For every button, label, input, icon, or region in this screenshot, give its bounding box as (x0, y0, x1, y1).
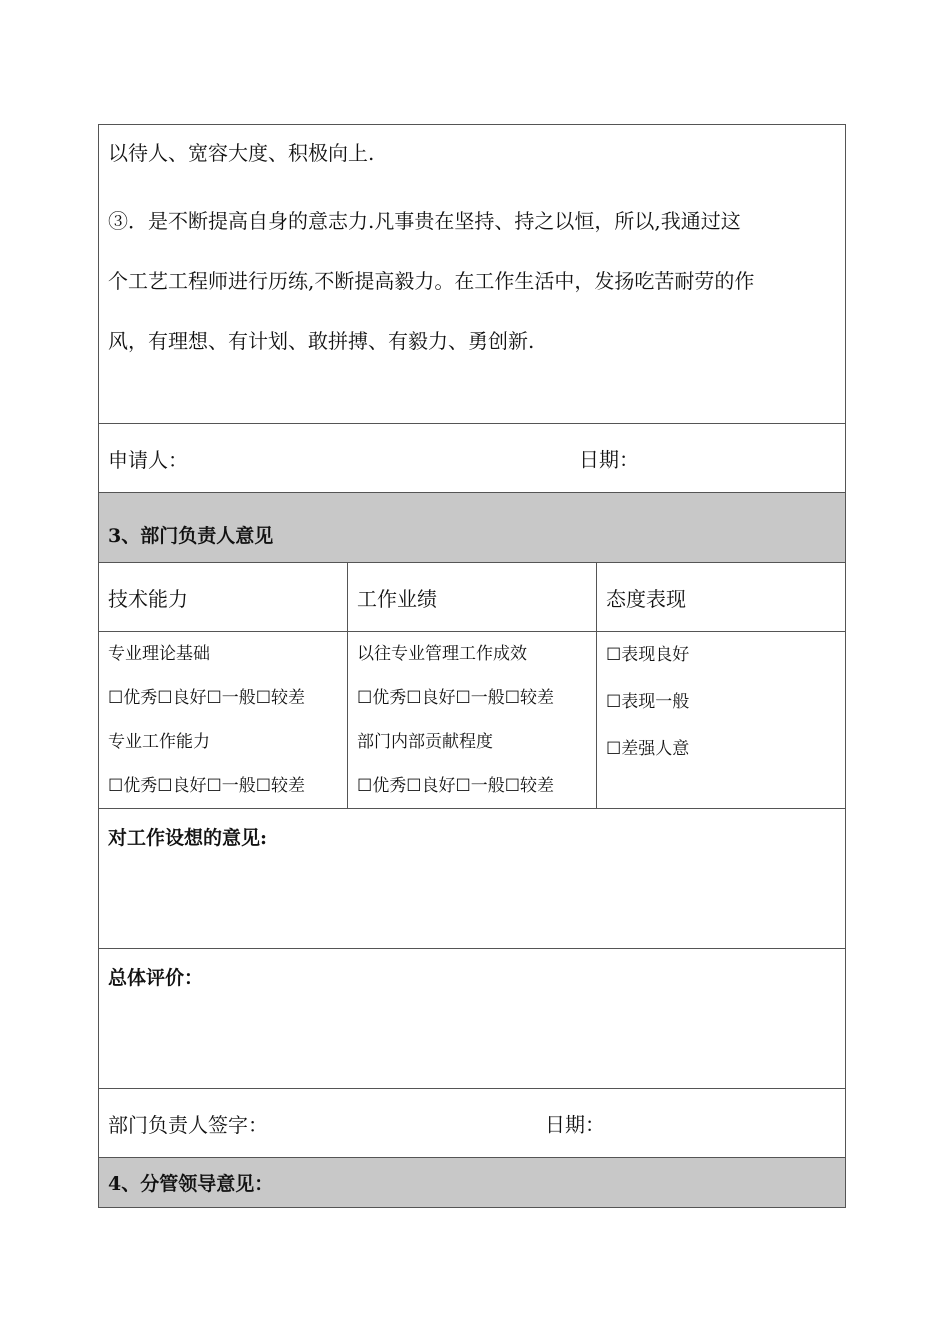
statement-line-3: 个工艺工程师进行历练,不断提高毅力。在工作生活中，发扬吃苦耐劳的作 (108, 269, 755, 293)
applicant-sign-cell (99, 424, 846, 493)
performance-rating-cell (348, 632, 597, 809)
overall-label: 总体评价： (99, 949, 846, 1089)
dept-sign-label: 部门负责人签字： (108, 1112, 268, 1137)
dept-header-row (99, 493, 846, 563)
statement-cell (99, 125, 846, 424)
performance-item-2: 部门内部贡献程度 (357, 732, 493, 752)
leader-header: 4、分管领导意见： (99, 1158, 846, 1208)
dept-date-label: 日期： (545, 1112, 605, 1137)
performance-rating-2[interactable]: ☐优秀☐良好☐一般☐较差 (357, 776, 554, 796)
tech-item-1: 专业理论基础 (108, 644, 210, 664)
statement-line-2: ③．是不断提高自身的意志力.凡事贵在坚持、持之以恒，所以,我通过这 (108, 209, 741, 233)
dept-sign-cell (99, 1089, 846, 1158)
performance-item-1: 以往专业管理工作成效 (357, 644, 527, 664)
attitude-rating-cell (597, 632, 846, 809)
tech-item-2: 专业工作能力 (108, 732, 210, 752)
dept-ratings-row (99, 632, 846, 809)
overall-row (99, 949, 846, 1089)
tech-rating-1[interactable]: ☐优秀☐良好☐一般☐较差 (108, 688, 305, 708)
col-title-attitude: 态度表现 (597, 563, 846, 632)
dept-column-titles (99, 563, 846, 632)
attitude-option-good[interactable]: ☐表现良好 (606, 645, 690, 665)
work-plan-row (99, 809, 846, 949)
performance-rating-1[interactable]: ☐优秀☐良好☐一般☐较差 (357, 688, 554, 708)
col-title-tech: 技术能力 (99, 563, 348, 632)
tech-rating-2[interactable]: ☐优秀☐良好☐一般☐较差 (108, 776, 305, 796)
col-title-performance: 工作业绩 (348, 563, 597, 632)
tech-rating-cell (99, 632, 348, 809)
statement-line-1: 以待人、宽容大度、积极向上. (108, 141, 375, 165)
statement-line-4: 风，有理想、有计划、敢拼搏、有毅力、勇创新. (108, 329, 535, 353)
applicant-sign-row (99, 424, 846, 493)
leader-header-row (99, 1158, 846, 1208)
dept-sign-row (99, 1089, 846, 1158)
attitude-option-poor[interactable]: ☐差强人意 (606, 739, 690, 759)
statement-row (99, 125, 846, 424)
applicant-date-label: 日期： (579, 447, 639, 472)
attitude-option-average[interactable]: ☐表现一般 (606, 692, 690, 712)
application-form (98, 124, 846, 1208)
dept-header: 3、部门负责人意见 (99, 493, 846, 563)
applicant-label: 申请人： (108, 447, 188, 472)
work-plan-label: 对工作设想的意见: (99, 809, 846, 949)
